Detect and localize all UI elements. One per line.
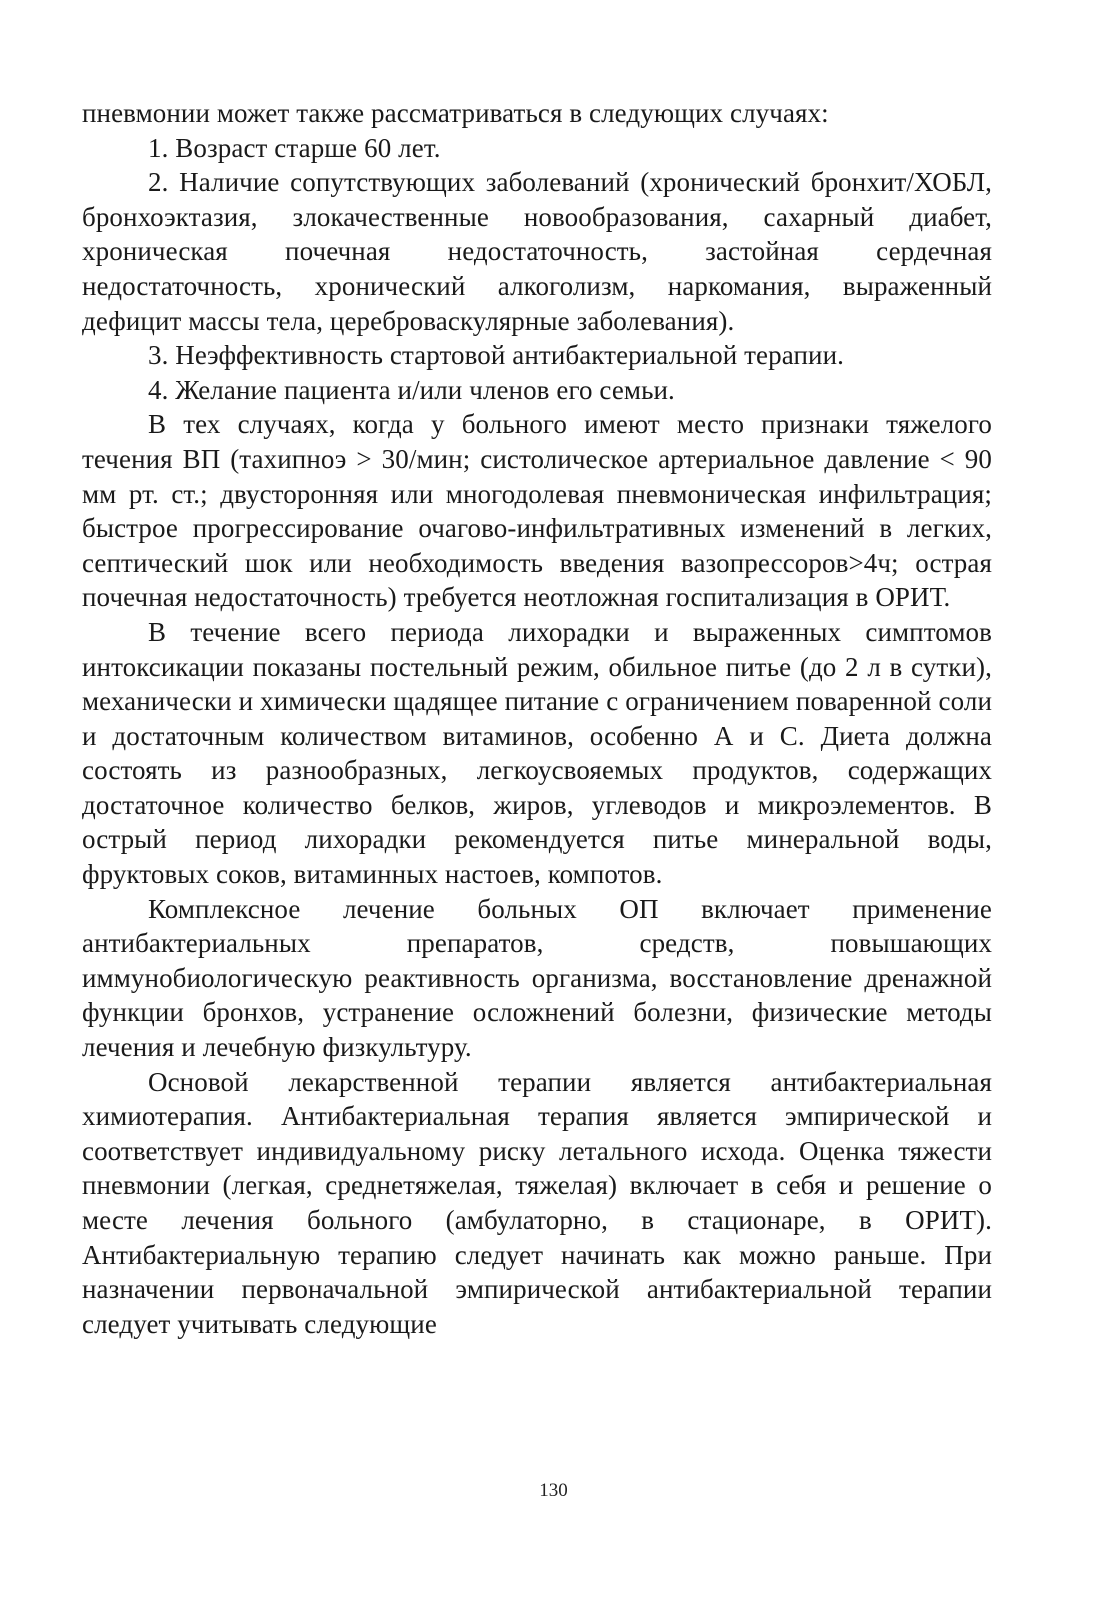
- paragraph-continuation: пневмонии может также рассматриваться в следующих случаях:: [82, 98, 829, 128]
- list-item-2: 2. Наличие сопутствующих заболеваний (хронический бронхит/ХОБЛ, бронхоэктазия, злокачественные новообразования, сахарный диабет, хроническая почечная недостаточность, застойная сердечная недостаточность, хронический алкоголизм, наркомания, выраженный дефицит массы тела, цереброваскулярные заболевания).: [82, 167, 992, 336]
- document-body: [82, 96, 992, 1341]
- page-number: 130: [539, 1480, 568, 1501]
- list-item-4: 4. Желание пациента и/или членов его семьи.: [148, 374, 675, 405]
- paragraph-severe-course: В тех случаях, когда у больного имеют место признаки тяжелого течения ВП (тахипноэ > 30/мин; систолическое артериальное давление < 90 мм рт. ст.; двусторонняя или многодолевая пневмоническая инфильтрация; быстрое прогрессирование очагово-инфильтративных изменений в легких, септический шок или необходимость введения вазопрессоров>4ч; острая почечная недостаточность) требуется неотложная госпитализация в ОРИТ.: [82, 409, 992, 613]
- list-item-3: 3. Неэффективность стартовой антибактериальной терапии.: [148, 340, 844, 371]
- paragraph-regimen-diet: В течение всего периода лихорадки и выраженных симптомов интоксикации показаны постельный режим, обильное питье (до 2 л в сутки), механически и химически щадящее питание с ограничением поваренной соли и достаточным количеством витаминов, особенно А и С. Диета должна состоять из разнообразных, легкоусвояемых продуктов, содержащих достаточное количество белков, жиров, углеводов и микроэлементов. В острый период лихорадки рекомендуется питье минеральной воды, фруктовых соков, витаминных настоев, компотов.: [82, 616, 992, 890]
- list-item-1: 1. Возраст старше 60 лет.: [148, 132, 441, 163]
- paragraph-complex-treatment: Комплексное лечение больных ОП включает применение антибактериальных препаратов, средств, повышающих иммунобиологическую реактивность организма, восстановление дренажной функции бронхов, устранение осложнений болезни, физические методы лечения и лечебную физкультуру.: [82, 893, 992, 1063]
- paragraph-antibacterial-therapy: Основой лекарственной терапии является антибактериальная химиотерапия. Антибактериальная терапия является эмпирической и соответствует индивидуальному риску летального исхода. Оценка тяжести пневмонии (легкая, среднетяжелая, тяжелая) включает в себя и решение о месте лечения больного (амбулаторно, в стационаре, в ОРИТ). Антибактериальную терапию следует начинать как можно раньше. При назначении первоначальной эмпирической антибактериальной терапии следует учитывать следующие: [82, 1066, 992, 1339]
